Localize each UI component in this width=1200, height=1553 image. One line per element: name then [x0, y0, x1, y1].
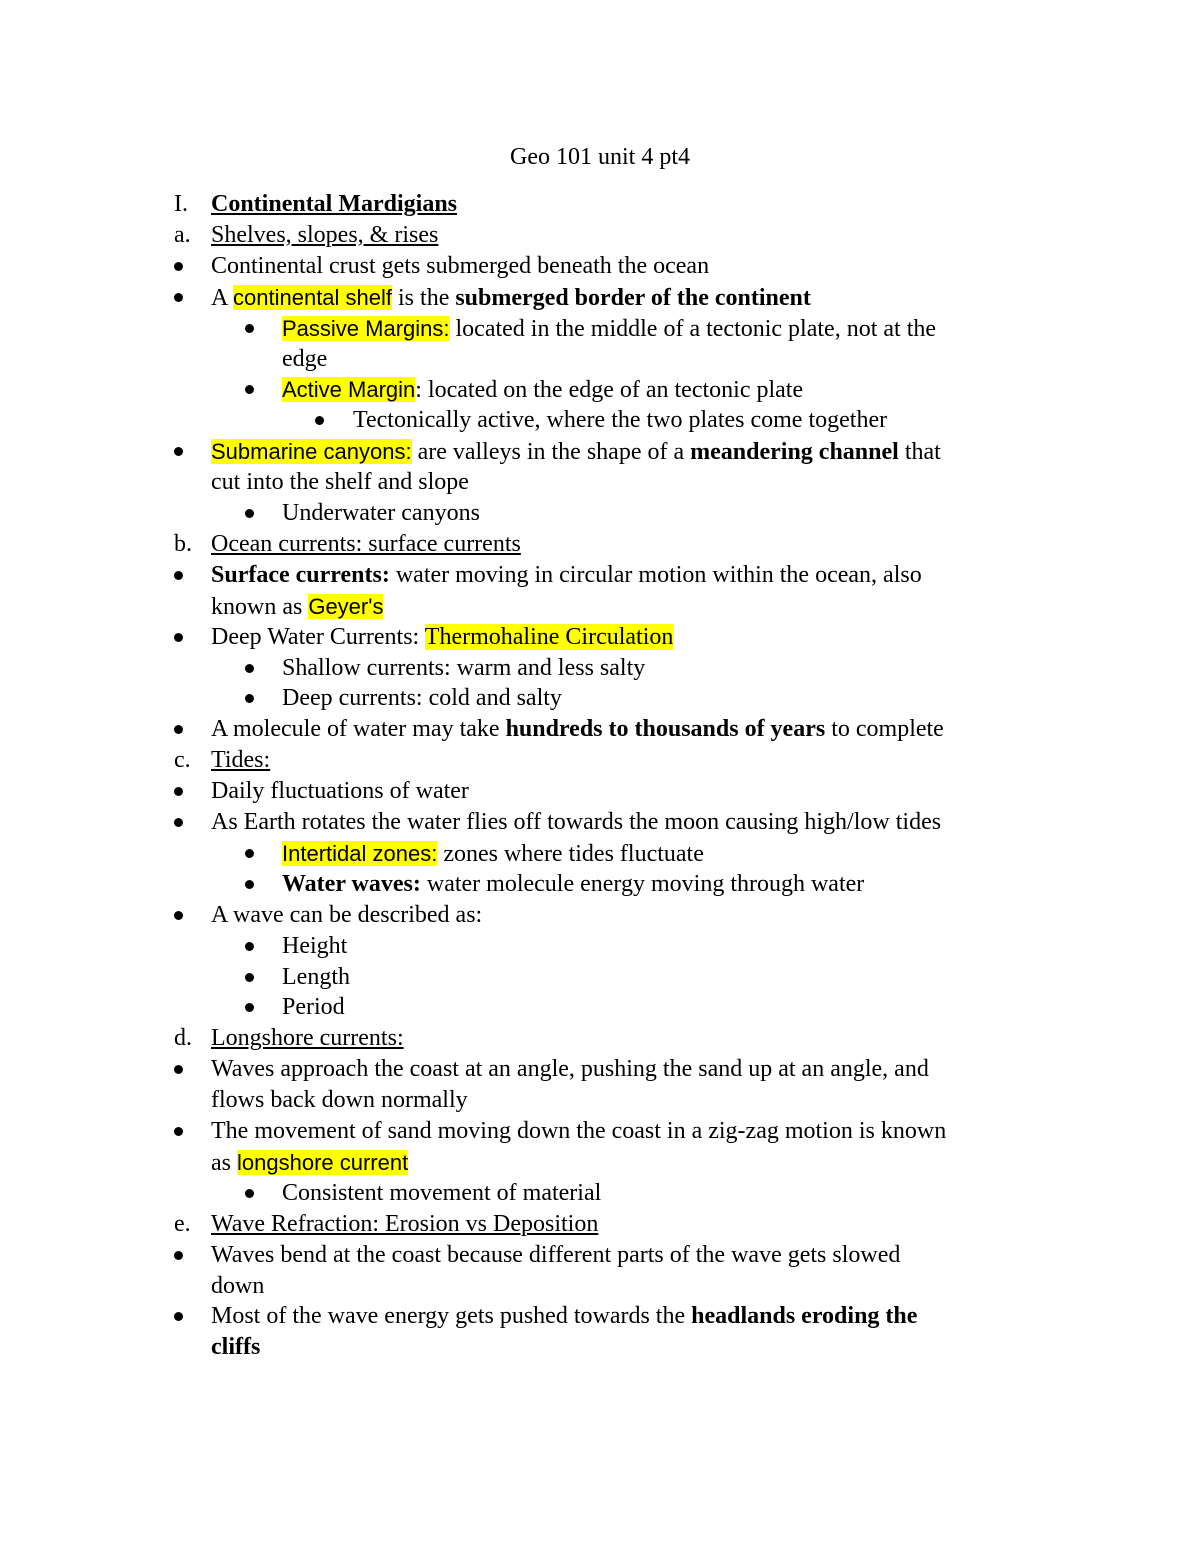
bullet-icon	[245, 694, 254, 703]
text-run: that	[898, 439, 941, 466]
line-text	[211, 745, 270, 776]
line-text	[282, 313, 936, 345]
bullet-icon	[245, 1189, 254, 1198]
highlighted-term: Geyer's	[308, 593, 384, 619]
text-run: The movement of sand moving down the coast in a zig-zag motion is known	[211, 1118, 947, 1144]
text-run: are valleys in the shape of a	[411, 439, 691, 466]
bullet-icon	[245, 849, 254, 858]
highlighted-term: Thermohaline Circulation	[424, 623, 674, 650]
bullet-icon	[174, 262, 183, 271]
bullet-icon	[174, 1065, 183, 1074]
text-run: zones where tides fluctuate	[437, 840, 704, 867]
bullet-icon	[245, 942, 254, 951]
line-text	[211, 282, 811, 314]
bullet-icon	[245, 880, 254, 889]
line-text	[282, 653, 645, 684]
text-run: Period	[282, 994, 345, 1021]
bullet-icon	[245, 973, 254, 982]
bullet-icon	[315, 416, 324, 425]
bullet-icon	[245, 509, 254, 518]
line-text	[211, 807, 941, 838]
line-text	[282, 869, 864, 900]
text-run: A molecule of water may take	[211, 716, 506, 743]
text-run: Waves approach the coast at an angle, pushing the sand up at an angle, and	[211, 1056, 929, 1083]
text-run: Deep Water Currents:	[211, 623, 425, 650]
bullet-icon	[174, 1127, 183, 1136]
text-run: flows back down normally	[211, 1087, 468, 1114]
outline-marker: e.	[174, 1210, 191, 1237]
line-text	[282, 992, 345, 1023]
line-text	[211, 1116, 946, 1147]
text-run: Most of the wave energy gets pushed towards the	[211, 1303, 692, 1330]
text-run: Tectonically active, where the two plates come together	[353, 407, 888, 434]
line-text	[211, 1209, 598, 1240]
text-run: Shelves, slopes, & rises	[211, 221, 439, 248]
text-run: Consistent movement of material	[282, 1179, 602, 1206]
highlighted-term: Intertidal zones:	[282, 840, 438, 866]
text-run: water moving in circular motion within the ocean, also	[389, 561, 922, 588]
highlighted-term: longshore current	[237, 1149, 409, 1175]
text-run: as	[211, 1149, 237, 1176]
line-text	[211, 1240, 900, 1271]
line-text	[211, 776, 469, 807]
bullet-icon	[174, 633, 183, 642]
bold-text: submerged border of the continent	[455, 284, 811, 311]
line-text	[211, 591, 383, 623]
line-text	[211, 467, 469, 498]
line-text	[211, 560, 922, 591]
line-text	[211, 1023, 404, 1054]
text-run: Height	[282, 932, 348, 959]
bullet-icon	[245, 1003, 254, 1012]
bullet-icon	[174, 293, 183, 302]
line-text	[282, 1178, 601, 1209]
bullet-icon	[174, 1251, 183, 1260]
text-run: Underwater canyons	[282, 500, 480, 526]
highlighted-term: Submarine canyons:	[211, 439, 412, 465]
line-text	[211, 1085, 468, 1116]
outline-marker: a.	[174, 221, 191, 248]
text-run: to complete	[825, 716, 944, 743]
line-text	[211, 900, 482, 931]
bullet-icon	[245, 324, 254, 333]
bold-text: hundreds to thousands of years	[505, 716, 826, 743]
bold-text: Continental Mardigians	[211, 191, 458, 217]
line-text	[211, 189, 457, 220]
text-run: down	[211, 1272, 265, 1299]
outline-marker: I.	[174, 191, 188, 217]
text-run: is the	[392, 284, 456, 311]
bullet-icon	[174, 818, 183, 827]
line-text	[211, 1147, 408, 1179]
text-run: Waves bend at the coast because different parts of the wave gets slowed	[211, 1241, 901, 1268]
line-text	[211, 529, 521, 560]
text-run: water molecule energy moving through water	[420, 870, 865, 897]
line-text	[282, 931, 347, 962]
line-text	[282, 374, 803, 406]
bullet-icon	[174, 725, 183, 734]
line-text	[211, 714, 944, 745]
line-text	[211, 1054, 929, 1085]
bullet-icon	[245, 664, 254, 673]
bullet-icon	[174, 447, 183, 456]
bold-text: Surface currents:	[211, 561, 390, 588]
text-run: known as	[211, 593, 309, 620]
highlighted-term: Active Margin	[282, 377, 416, 403]
line-text	[211, 622, 673, 653]
bold-text: meandering channel	[690, 439, 899, 466]
line-text	[211, 220, 438, 251]
text-run: Length	[282, 963, 350, 990]
line-text	[282, 344, 327, 375]
text-run: located in the middle of a tectonic plate, not at the	[449, 315, 937, 342]
highlighted-term: continental shelf	[233, 284, 393, 310]
line-text	[353, 405, 887, 436]
line-text	[282, 498, 480, 529]
outline-marker: c.	[174, 747, 191, 774]
text-run: Deep currents: cold and salty	[282, 685, 562, 712]
outline-marker: d.	[174, 1025, 192, 1052]
text-run: A	[211, 284, 234, 311]
line-text	[282, 962, 350, 993]
line-text	[211, 251, 709, 282]
text-run: Wave Refraction: Erosion vs Deposition	[211, 1210, 599, 1237]
bullet-icon	[245, 385, 254, 394]
text-run: Continental crust gets submerged beneath the ocean	[211, 252, 710, 279]
line-text	[282, 683, 562, 714]
line-text	[211, 1271, 264, 1302]
highlighted-term: Passive Margins:	[282, 315, 450, 341]
text-run: cut into the shelf and slope	[211, 469, 469, 496]
text-run: : located on the edge of an tectonic plate	[415, 377, 804, 404]
bullet-icon	[174, 571, 183, 580]
text-run: edge	[282, 345, 328, 372]
bullet-icon	[174, 911, 183, 920]
bold-text: Water waves:	[282, 870, 421, 897]
text-run: Ocean currents: surface currents	[211, 530, 521, 557]
text-run: Shallow currents: warm and less salty	[282, 654, 646, 681]
document-title: Geo 101 unit 4 pt4	[510, 144, 690, 170]
line-text	[211, 1301, 917, 1332]
text-run: As Earth rotates the water flies off towards the moon causing high/low tides	[211, 809, 942, 835]
text-run: Longshore currents:	[211, 1025, 404, 1052]
text-run: Tides:	[211, 747, 271, 774]
line-text	[282, 838, 704, 870]
bullet-icon	[174, 787, 183, 796]
text-run: Daily fluctuations of water	[211, 778, 469, 805]
bold-text: headlands eroding the	[691, 1303, 918, 1330]
bold-text: cliffs	[211, 1334, 261, 1361]
outline-marker: b.	[174, 530, 192, 557]
line-text	[211, 436, 941, 468]
line-text	[211, 1332, 260, 1363]
text-run: A wave can be described as:	[211, 901, 483, 928]
bullet-icon	[174, 1312, 183, 1321]
